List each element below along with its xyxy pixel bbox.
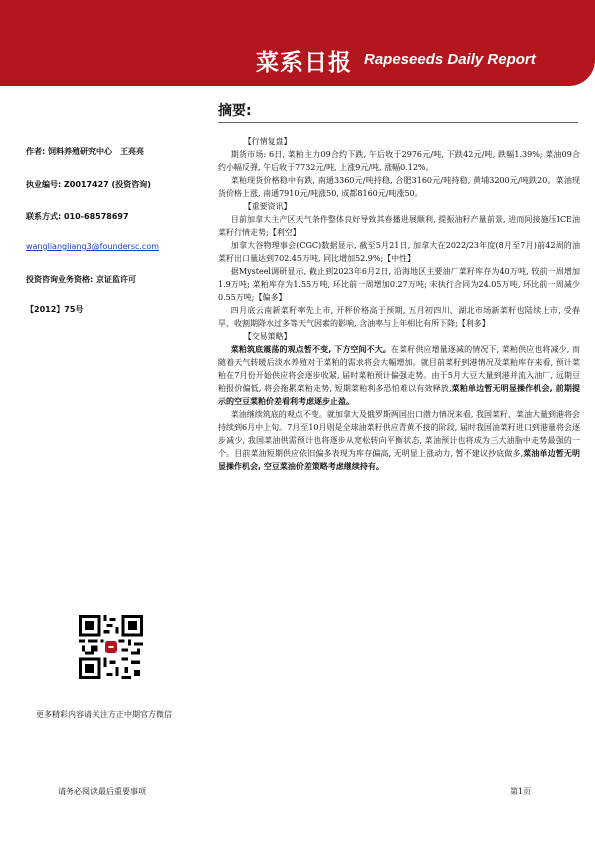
section-label: 【交易策略】 <box>243 332 292 341</box>
body-paragraph: 据Mysteel调研显示, 截止到2023年6月2日, 沿海地区主要油厂菜籽库存为40万吨, 较前一周增加1.9万吨; 菜粕库存为1.55万吨, 环比前一周增加0.27万吨; 未执行合同为24.05万吨, 环比前一周减少0.55万吨;【偏多】 <box>218 267 580 302</box>
body-paragraph: 四月底云南新菜籽率先上市, 开秤价格高于预期, 五月初四川、湖北市场新菜籽也陆续上市, 受春旱、收割期降水过多等天气因素的影响, 含油率与上年相比有所下降;【利多】 <box>218 306 580 328</box>
contact-line: 联系方式: 010-68578697 <box>26 212 129 221</box>
qr-caption: 更多精彩内容请关注方正中期官方微信 <box>36 710 172 719</box>
strategy-paragraph <box>218 408 580 473</box>
summary-title: 摘要: <box>218 103 252 119</box>
section-label: 【行情复盘】 <box>243 137 292 146</box>
strategy-highlight: 菜粕筑底震荡的观点暂不变, 下方空间不大。 <box>230 345 392 354</box>
qualification-line: 投资咨询业务资格: 京证监许可 <box>26 275 136 284</box>
report-body <box>218 135 580 473</box>
strategy-text: 菜油继续筑底的观点不变。就加拿大及俄罗斯两国出口潜力情况来看, 我国菜籽、菜油大量到港将会持续到6月中上旬。7月至10月则是全球油菜籽供应青黄不接的阶段, 届时我国油菜籽进口到港量将会逐步减少, 我国菜油供需预计也将逐步从宽松转向平衡状态, 菜油预计也将成为三大油脂中走势最强的一个。目前菜油短期供应依旧偏多表现为库存偏高, 无明显上涨动力, 暂不建议抄底做多, <box>218 410 580 458</box>
author-line: 作者: 饲料养殖研究中心 王亮亮 <box>26 147 144 156</box>
email-link[interactable]: wangliangliang3@foundersc.com <box>26 242 160 251</box>
body-paragraph: 菜粕现货价格稳中有跌, 南通3360元/吨持稳, 合肥3160元/吨持稳, 黄埔3200元/吨跌20。菜油现货价格上涨, 南通7910元/吨涨50, 成都8160元/吨涨50。 <box>218 176 580 198</box>
page-number: 第1页 <box>510 787 532 796</box>
report-title: 菜系日报 <box>256 50 352 76</box>
section-label: 【重要资讯】 <box>243 202 292 211</box>
qualification-number: 【2012】75号 <box>26 305 84 314</box>
body-paragraph: 期货市场: 6日, 菜粕主力09合约下跌, 午后收于2976元/吨, 下跌42元/吨, 跌幅1.39%; 菜油09合约小幅反弹, 午后收于7732元/吨, 上涨9元/吨, 涨幅0.12%。 <box>218 150 580 172</box>
strategy-highlight: 菜油单边暂无明显操作机会, 空豆菜油价差策略考虑继续持有。 <box>218 449 580 471</box>
report-subtitle: Rapeseeds Daily Report <box>364 51 536 68</box>
report-header <box>0 0 595 86</box>
summary-divider <box>218 122 578 123</box>
strategy-text: 在菜籽供应增量逐减的情况下, 菜粕供应也将减少, 而随着天气转暖后淡水养殖对于菜粕的需求将会大幅增加。就目前菜籽到港情况及菜粕库存来看, 预计菜粕在7月份开始供应将会逐步收紧, 届时菜粕预计偏强走势。由于5月大豆大量到港并流入油厂, 远期豆粕报价偏低, 将会拖累菜粕走势, 短期菜粕利多恐怕难以有效释放, <box>218 345 580 393</box>
strategy-highlight: 菜粕单边暂无明显操作机会, 前期提示的空豆菜粕价差看利考虑逐步止盈。 <box>218 384 580 406</box>
footer-notice: 请务必阅读最后重要事项 <box>58 787 146 796</box>
body-paragraph: 加拿大谷物理事会(CGC)数据显示, 截至5月21日, 加拿大在2022/23年度(8月至7月)前42周的油菜籽出口量达到702.45万吨, 同比增加52.9%;【中性】 <box>218 241 580 263</box>
strategy-paragraph <box>218 343 580 408</box>
license-line: 执业编号: Z0017427 (投资咨询) <box>26 180 151 189</box>
body-paragraph: 目前加拿大主产区天气条件整体良好导致其春播进展顺利, 提振油籽产量前景, 进而间接施压ICE油菜籽行情走势;【利空】 <box>218 215 580 237</box>
qr-code-icon <box>79 615 143 679</box>
